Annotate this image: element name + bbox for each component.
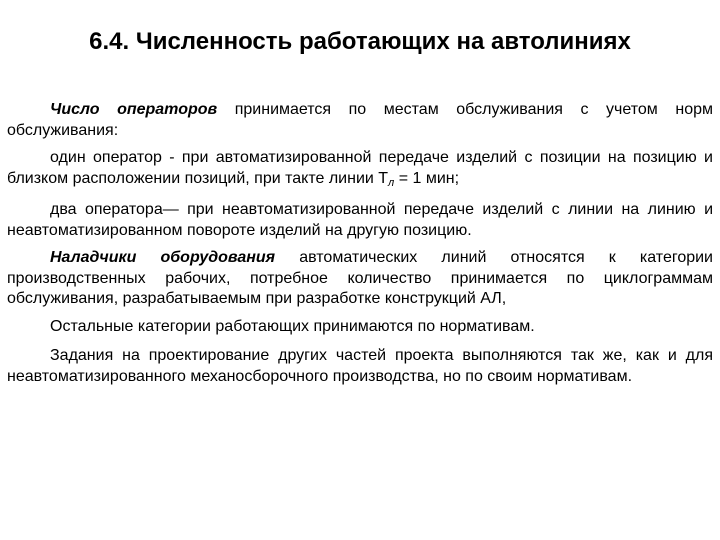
paragraph-text: автоматических линий относятся к категории производственных рабочих, потребное количество принимается по циклограммам обслуживания, разрабатываемым при разработке конструкций АЛ,	[7, 249, 713, 307]
paragraph-text-tail: = 1 мин;	[394, 169, 460, 187]
paragraph-adjusters	[7, 248, 713, 310]
paragraph-two-operators	[7, 200, 713, 241]
subscript-l: л	[388, 176, 395, 189]
term-adjusters: Наладчики оборудования	[50, 249, 276, 266]
paragraph-text: принимается по местам обслуживания с учетом норм обслуживания:	[7, 101, 713, 139]
term-operators-count: Число операторов	[50, 101, 218, 118]
paragraph-text: два оператора— при неавтоматизированной передаче изделий с линии на линию и неавтоматизированном повороте изделий на другую позицию.	[7, 201, 713, 239]
page-title: 6.4. Численность работающих на автолиниях	[89, 28, 631, 55]
paragraph-design-tasks	[7, 346, 713, 387]
paragraph-text: Задания на проектирование других частей проекта выполняются так же, как и для неавтоматизированного механосборочного производства, но по своим нормативам.	[7, 347, 713, 385]
body-text	[7, 100, 713, 394]
paragraph-one-operator	[7, 148, 713, 193]
paragraph-other-categories	[7, 317, 713, 338]
paragraph-operators-count	[7, 100, 713, 141]
paragraph-text: один оператор - при автоматизированной передаче изделий с позиции на позицию и близком расположении позиций, при такте линии Т	[7, 149, 713, 187]
paragraph-text: Остальные категории работающих принимаются по нормативам.	[50, 317, 535, 335]
